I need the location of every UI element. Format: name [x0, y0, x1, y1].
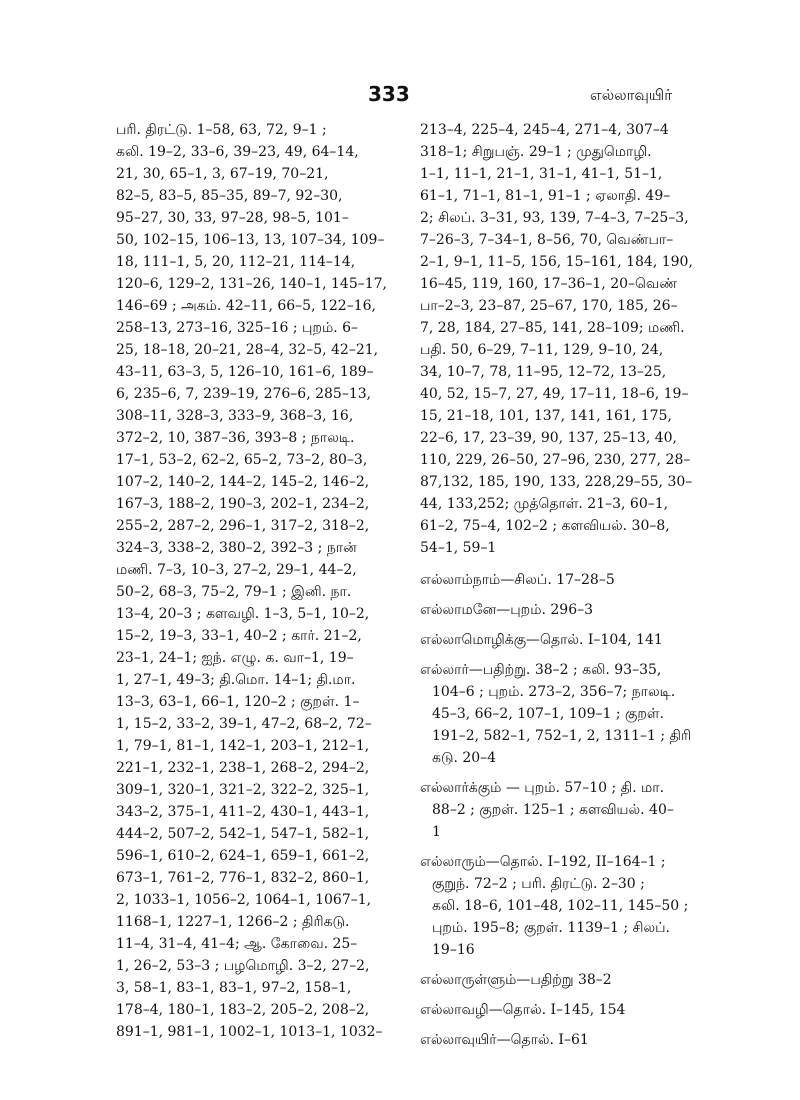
index-line: 23–1, 24–1; ஐந். எழு. க. வா–1, 19– — [116, 650, 354, 666]
index-line: 318–1; சிறுபஞ். 29–1 ; முதுமொழி. — [420, 144, 652, 160]
index-line: 43–11, 63–3, 5, 126–10, 161–6, 189– — [116, 364, 374, 380]
index-line: 1, 26–2, 53–3 ; பழமொழி. 3–2, 27–2, — [116, 958, 370, 974]
index-entry — [420, 999, 712, 1021]
index-line: 673–1, 761–2, 776–1, 832–2, 860–1, — [116, 870, 370, 886]
index-line: 95–27, 30, 33, 97–28, 98–5, 101– — [116, 210, 349, 226]
index-line: எல்லார்—பதிற்று. 38–2 ; கலி. 93–35, — [420, 662, 662, 678]
index-line: 1, 15–2, 33–2, 39–1, 47–2, 68–2, 72– — [116, 716, 372, 732]
index-line: 1, 27–1, 49–3; தி.மொ. 14–1; தி.மா. — [116, 672, 356, 688]
index-line: 178–4, 180–1, 183–2, 205–2, 208–2, — [116, 1002, 370, 1018]
page-number: 333 — [368, 82, 410, 106]
index-line: 54–1, 59–1 — [420, 540, 497, 556]
index-entry — [420, 851, 712, 961]
index-line: 2–1, 9–1, 11–5, 156, 15–161, 184, 190, — [420, 254, 693, 270]
index-entry — [420, 659, 712, 769]
index-line: 3, 58–1, 83–1, 83–1, 97–2, 158–1, — [116, 980, 352, 996]
index-line: 444–2, 507–2, 542–1, 547–1, 582–1, — [116, 826, 370, 842]
index-line: 15, 21–18, 101, 137, 141, 161, 175, — [420, 408, 672, 424]
index-line: 372–2, 10, 387–36, 393–8 ; நாலடி. — [116, 430, 355, 446]
index-line: 120–6, 129–2, 131–26, 140–1, 145–17, — [116, 276, 388, 292]
index-entry — [420, 569, 712, 591]
index-line: 19–16 — [432, 942, 475, 958]
index-line: பா–2–3, 23–87, 25–67, 170, 185, 26– — [420, 298, 678, 314]
index-line: 17–1, 53–2, 62–2, 65–2, 73–2, 80–3, — [116, 452, 368, 468]
index-line: 50, 102–15, 106–13, 13, 107–34, 109– — [116, 232, 385, 248]
index-line: 50–2, 68–3, 75–2, 79–1 ; இனி. நா. — [116, 584, 352, 600]
index-line: 104–6 ; புறம். 273–2, 356–7; நாலடி. — [432, 684, 676, 700]
index-line: 7, 28, 184, 27–85, 141, 28–109; மணி. — [420, 320, 685, 336]
index-line: எல்லாம்நாம்—சிலப். 17–28–5 — [420, 572, 615, 588]
index-line: 213–4, 225–4, 245–4, 271–4, 307–4 — [420, 122, 669, 138]
index-line: 13–4, 20–3 ; களவழி. 1–3, 5–1, 10–2, — [116, 606, 370, 622]
index-line: 21, 30, 65–1, 3, 67–19, 70–21, — [116, 166, 329, 182]
index-line: 1168–1, 1227–1, 1266–2 ; திரிகடு. — [116, 914, 350, 930]
right-column — [420, 119, 712, 1059]
index-line: 22–6, 17, 23–39, 90, 137, 25–13, 40, — [420, 430, 677, 446]
index-line: 343–2, 375–1, 411–2, 430–1, 443–1, — [116, 804, 370, 820]
index-line: 45–3, 66–2, 107–1, 109–1 ; குறள். — [432, 706, 664, 722]
continuation-block — [420, 119, 712, 559]
index-entry — [420, 629, 712, 651]
index-line: எல்லாருள்ளும்—பதிற்று 38–2 — [420, 972, 612, 988]
index-line: 891–1, 981–1, 1002–1, 1013–1, 1032– — [116, 1024, 383, 1040]
index-line: 324–3, 338–2, 380–2, 392–3 ; நான் — [116, 540, 357, 556]
index-entry — [420, 1029, 712, 1051]
index-line: எல்லாமனே—புறம். 296–3 — [420, 602, 594, 618]
index-line: 34, 10–7, 78, 11–95, 12–72, 13–25, — [420, 364, 667, 380]
index-line: 61–2, 75–4, 102–2 ; களவியல். 30–8, — [420, 518, 670, 534]
index-line: 110, 229, 26–50, 27–96, 230, 277, 28– — [420, 452, 691, 468]
index-entry — [420, 599, 712, 621]
index-line: 40, 52, 15–7, 27, 49, 17–11, 18–6, 19– — [420, 386, 689, 402]
index-entry — [420, 969, 712, 991]
index-line: குறுந். 72–2 ; பரி. திரட்டு. 2–30 ; — [432, 876, 645, 892]
index-line: 7–26–3, 7–34–1, 8–56, 70, வெண்பா– — [420, 232, 674, 248]
index-line: 167–3, 188–2, 190–3, 202–1, 234–2, — [116, 496, 370, 512]
index-line: 6, 235–6, 7, 239–19, 276–6, 285–13, — [116, 386, 372, 402]
index-line: 255–2, 287–2, 296–1, 317–2, 318–2, — [116, 518, 370, 534]
index-line: 146–69 ; அகம். 42–11, 66–5, 122–16, — [116, 298, 376, 314]
index-line: 82–5, 83–5, 85–35, 89–7, 92–30, — [116, 188, 343, 204]
index-line: 221–1, 232–1, 238–1, 268–2, 294–2, — [116, 760, 370, 776]
index-line: எல்லார்க்கும் — புறம். 57–10 ; தி. மா. — [420, 780, 665, 796]
index-line: 1, 79–1, 81–1, 142–1, 203–1, 212–1, — [116, 738, 370, 754]
index-line: 87,132, 185, 190, 133, 228,29–55, 30– — [420, 474, 693, 490]
index-entry — [420, 777, 712, 843]
index-line: 61–1, 71–1, 81–1, 91–1 ; ஏலாதி. 49– — [420, 188, 671, 204]
index-line: புறம். 195–8; குறள். 1139–1 ; சிலப். — [432, 920, 670, 936]
index-line: எல்லாவுயிர்—தொல். I–61 — [420, 1032, 589, 1048]
index-line: 1–1, 11–1, 21–1, 31–1, 41–1, 51–1, — [420, 166, 663, 182]
index-line: எல்லாமொழிக்கு—தொல். I–104, 141 — [420, 632, 663, 648]
index-line: கலி. 19–2, 33–6, 39–23, 49, 64–14, — [116, 144, 359, 160]
index-line: 25, 18–18, 20–21, 28–4, 32–5, 42–21, — [116, 342, 379, 358]
index-line: 15–2, 19–3, 33–1, 40–2 ; கார். 21–2, — [116, 628, 362, 644]
index-line: 18, 111–1, 5, 20, 112–21, 114–14, — [116, 254, 356, 270]
index-line: 1 — [432, 824, 441, 840]
index-line: 88–2 ; குறள். 125–1 ; களவியல். 40– — [432, 802, 674, 818]
index-line: பரி. திரட்டு. 1–58, 63, 72, 9–1 ; — [116, 122, 327, 138]
index-line: 107–2, 140–2, 144–2, 145–2, 146–2, — [116, 474, 370, 490]
index-line: 309–1, 320–1, 321–2, 322–2, 325–1, — [116, 782, 370, 798]
index-line: எல்லாவழி—தொல். I–145, 154 — [420, 1002, 626, 1018]
running-header-word: எல்லாவுயிர் — [590, 86, 673, 104]
index-line: பதி. 50, 6–29, 7–11, 129, 9–10, 24, — [420, 342, 664, 358]
index-line: 2; சிலப். 3–31, 93, 139, 7–4–3, 7–25–3, — [420, 210, 689, 226]
index-line: 16–45, 119, 160, 17–36–1, 20–வெண் — [420, 276, 678, 292]
index-line: மணி. 7–3, 10–3, 27–2, 29–1, 44–2, — [116, 562, 357, 578]
index-line: 596–1, 610–2, 624–1, 659–1, 661–2, — [116, 848, 370, 864]
index-line: 308–11, 328–3, 333–9, 368–3, 16, — [116, 408, 354, 424]
index-line: 191–2, 582–1, 752–1, 2, 1311–1 ; திரி — [432, 728, 692, 744]
index-line: எல்லாரும்—தொல். I–192, II–164–1 ; — [420, 854, 666, 870]
index-line: 11–4, 31–4, 41–4; ஆ. கோவை. 25– — [116, 936, 358, 952]
left-column — [116, 119, 390, 1043]
index-line: 2, 1033–1, 1056–2, 1064–1, 1067–1, — [116, 892, 372, 908]
index-line: 13–3, 63–1, 66–1, 120–2 ; குறள். 1– — [116, 694, 360, 710]
index-line: கடு. 20–4 — [432, 750, 497, 766]
entry-list — [420, 569, 712, 1051]
index-line: 44, 133,252; முத்தொள். 21–3, 60–1, — [420, 496, 669, 512]
index-line: 258–13, 273–16, 325–16 ; புறம். 6– — [116, 320, 359, 336]
index-line: கலி. 18–6, 101–48, 102–11, 145–50 ; — [432, 898, 689, 914]
